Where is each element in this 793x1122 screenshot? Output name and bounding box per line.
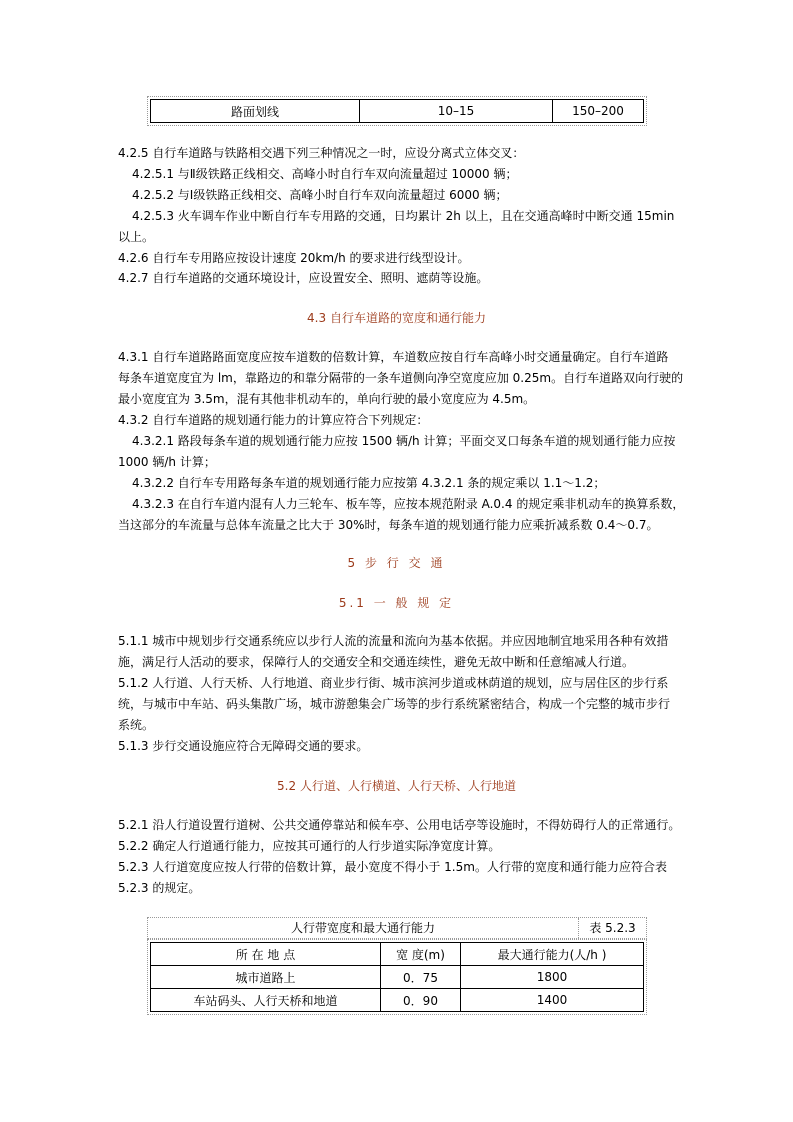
table-body <box>147 939 647 1015</box>
table-cell: 车站码头、人行天桥和地道 <box>151 989 381 1012</box>
clause-4-3-2-3: 4.3.2.3 在自行车道内混有人力三轮车、板车等，应按本规范附录 A.0.4 的规定乘非机动车的换算系数， <box>132 497 685 511</box>
clause-4-2-5-3-cont: 以上。 <box>118 230 155 244</box>
clause-4-3-2-1-cont: 1000 辆/h 计算； <box>118 455 216 469</box>
column-header: 最大通行能力(人/h ) <box>461 943 644 966</box>
table-row <box>151 989 644 1012</box>
clause-4-2-7: 4.2.7 自行车道路的交通环境设计，应设置安全、照明、遮荫等设施。 <box>118 271 489 285</box>
table-cell: 路面划线 <box>151 100 360 123</box>
clause-4-2-5-3: 4.2.5.3 火车调车作业中断自行车专用路的交通，日均累计 2h 以上，且在交通高峰时中断交通 15min <box>132 209 675 223</box>
column-header: 所 在 地 点 <box>151 943 381 966</box>
clause-4-2-5-2: 4.2.5.2 与Ⅰ级铁路正线相交、高峰小时自行车双向流量超过 6000 辆； <box>132 188 508 202</box>
clause-4-3-2-3-cont: 当这部分的车流量与总体车流量之比大于 30%时，每条车道的规划通行能力应乘折减系数 0.4～0.7。 <box>118 518 659 532</box>
clause-5-1-2-cont: 统，与城市中车站、码头集散广场，城市游憩集会广场等的步行系统紧密结合，构成一个完整的城市步行 <box>118 697 671 711</box>
clause-5-1-3: 5.1.3 步行交通设施应符合无障碍交通的要求。 <box>118 739 369 753</box>
clause-4-3-2: 4.3.2 自行车道路的规划通行能力的计算应符合下列规定： <box>118 413 429 427</box>
clause-4-2-5: 4.2.5 自行车道路与铁路相交遇下列三种情况之一时，应设分离式立体交叉： <box>118 146 525 160</box>
table-cell: 0．90 <box>381 989 461 1012</box>
clause-5-2-2: 5.2.2 确定人行道通行能力，应按其可通行的人行步道实际净宽度计算。 <box>118 839 501 853</box>
clause-4-3-2-2: 4.3.2.2 自行车专用路每条车道的规划通行能力应按第 4.3.2.1 条的规定乘以 1.1～1.2； <box>132 476 606 490</box>
table-cell: 1800 <box>461 966 644 989</box>
section-heading-4-3: 4.3 自行车道路的宽度和通行能力 <box>307 311 486 325</box>
table-number: 表 5.2.3 <box>589 921 636 935</box>
clause-4-2-6: 4.2.6 自行车专用路应按设计速度 20km/h 的要求进行线型设计。 <box>118 251 470 265</box>
table-caption: 人行带宽度和最大通行能力 <box>148 918 579 938</box>
table-header-row <box>151 943 644 966</box>
table-5-2-3 <box>147 917 647 1015</box>
column-header: 宽 度(m) <box>381 943 461 966</box>
clause-4-2-5-1: 4.2.5.1 与Ⅱ级铁路正线相交、高峰小时自行车双向流量超过 10000 辆； <box>132 167 518 181</box>
clause-5-1-2: 5.1.2 人行道、人行天桥、人行地道、商业步行街、城市滨河步道或林荫道的规划，应与居住区的步行系 <box>118 676 669 690</box>
top-table <box>147 96 647 126</box>
clause-5-2-3-cont: 5.2.3 的规定。 <box>118 881 201 895</box>
clause-4-3-1-cont: 最小宽度宜为 3.5m，混有其他非机动车的，单向行驶的最小宽度应为 4.5m。 <box>118 392 536 406</box>
clause-4-3-2-1: 4.3.2.1 路段每条车道的规划通行能力应按 1500 辆/h 计算；平面交叉口每条车道的规划通行能力应按 <box>132 434 676 448</box>
table-cell: 150–200 <box>553 100 644 123</box>
chapter-heading-5: 5 步 行 交 通 <box>347 556 446 570</box>
clause-5-1-2-cont: 系统。 <box>118 718 155 732</box>
section-heading-5-2: 5.2 人行道、人行横道、人行天桥、人行地道 <box>277 779 516 793</box>
clause-5-1-1-cont: 施，满足行人活动的要求，保障行人的交通安全和交通连续性，避免无故中断和任意缩减人行道。 <box>118 655 635 669</box>
table-row <box>151 100 644 123</box>
clause-4-3-1-cont: 每条车道宽度宜为 lm，靠路边的和靠分隔带的一条车道侧向净空宽度应加 0.25m。自行车道路双向行驶的 <box>118 371 684 385</box>
clause-5-2-1: 5.2.1 沿人行道设置行道树、公共交通停靠站和候车亭、公用电话亭等设施时，不得妨碍行人的正常通行。 <box>118 818 681 832</box>
clause-5-1-1: 5.1.1 城市中规划步行交通系统应以步行人流的流量和流向为基本依据。并应因地制宜地采用各种有效措 <box>118 634 669 648</box>
table-row <box>151 966 644 989</box>
table-cell: 0．75 <box>381 966 461 989</box>
clause-5-2-3: 5.2.3 人行道宽度应按人行带的倍数计算，最小宽度不得小于 1.5m。人行带的宽度和通行能力应符合表 <box>118 860 667 874</box>
table-caption-bar <box>147 917 647 939</box>
table-cell: 城市道路上 <box>151 966 381 989</box>
table-cell: 10–15 <box>360 100 553 123</box>
section-heading-5-1: 5.1 一 般 规 定 <box>338 596 455 610</box>
clause-4-3-1: 4.3.1 自行车道路路面宽度应按车道数的倍数计算，车道数应按自行车高峰小时交通量确定。自行车道路 <box>118 350 669 364</box>
table-cell: 1400 <box>461 989 644 1012</box>
